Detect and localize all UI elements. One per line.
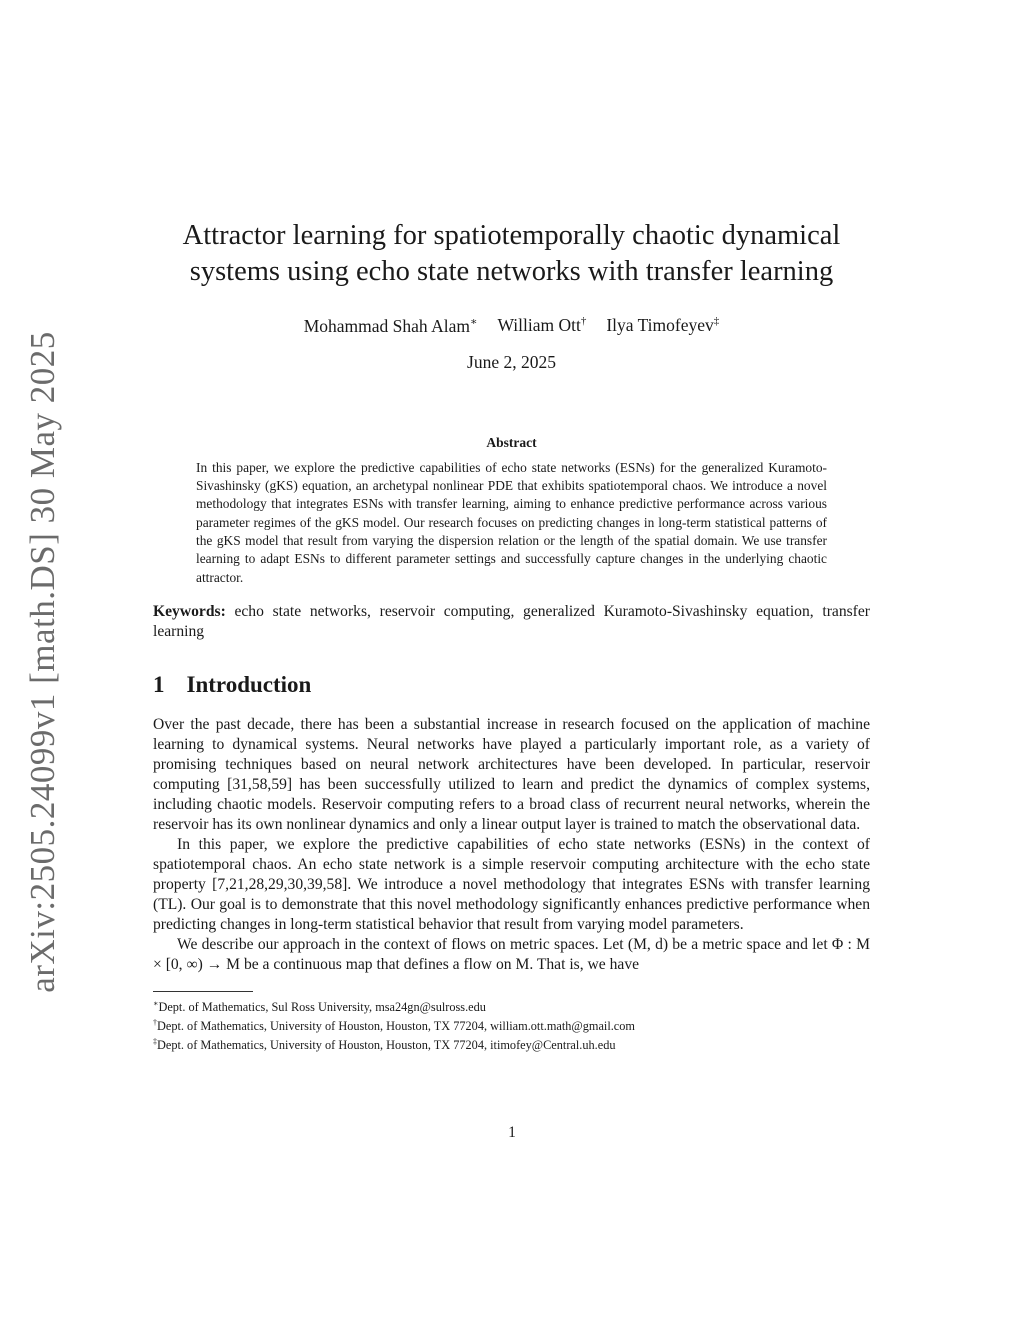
paragraph: In this paper, we explore the predictive capabilities of echo state networks (ESNs) in the context of spatiotemporal chaos. An echo state network is a simple reservoir computing architecture with the echo state property [7,21,28,29,30,39,58]. We introduce a novel methodology that integrates ESNs with transfer learning (TL). Our goal is to demonstrate that this novel methodology significantly enhances predictive performance when predicting changes in long-term statistical behavior that result from varying model parameters.: [153, 835, 870, 933]
paragraph: Over the past decade, there has been a substantial increase in research focused on the application of machine learning to dynamical systems. Neural networks have played a particularly important role, as a variety of promising techniques based on neural network architectures have been developed. In particular, reservoir computing [31,58,59] has been successfully utilized to learn and predict the dynamics of complex systems, including chaotic models. Reservoir computing refers to a broad class of recurrent neural networks, wherein the reservoir has its own nonlinear dynamics and only a linear output layer is trained to match the observational data.: [153, 715, 870, 833]
paper-title: [153, 218, 870, 290]
title-line-2: systems using echo state networks with transfer learning: [189, 256, 834, 287]
section-heading-introduction: [153, 672, 870, 698]
title-line-1: Attractor learning for spatiotemporally chaotic dynamical: [182, 220, 841, 251]
section-title: Introduction: [186, 671, 312, 697]
footnote: †Dept. of Mathematics, University of Houston, Houston, TX 77204, william.ott.math@gmail.com: [153, 1018, 635, 1034]
page-number: 1: [508, 1124, 516, 1141]
arxiv-identifier-stamp: arXiv:2505.24099v1 [math.DS] 30 May 2025: [23, 331, 62, 993]
publication-date: June 2, 2025: [467, 351, 556, 372]
footnote: ∗Dept. of Mathematics, Sul Ross University, msa24gn@sulross.edu: [153, 998, 486, 1014]
keywords: [153, 602, 870, 642]
keywords-text: echo state networks, reservoir computing, generalized Kuramoto-Sivashinsky equation, transfer learning: [153, 602, 870, 640]
introduction-body: [153, 715, 870, 975]
footnote-divider: [153, 991, 253, 992]
section-number: 1: [153, 671, 165, 697]
abstract-heading: Abstract: [486, 434, 537, 450]
paper-page: [153, 218, 870, 1053]
author: William Ott†: [497, 315, 587, 335]
author: Mohammad Shah Alam∗: [303, 315, 478, 336]
author: Ilya Timofeyev‡: [606, 315, 720, 335]
footnotes: [153, 996, 870, 1053]
keywords-label: Keywords:: [153, 602, 226, 620]
author-list: [153, 315, 870, 337]
footnote: ‡Dept. of Mathematics, University of Houston, Houston, TX 77204, itimofey@Central.uh.edu: [153, 1037, 616, 1053]
abstract-text: In this paper, we explore the predictive capabilities of echo state networks (ESNs) for the generalized Kuramoto-Sivashinsky (gKS) equation, an archetypal nonlinear PDE that exhibits spatiotemporal chaos. We introduce a novel methodology that integrates ESNs with transfer learning, aiming to enhance predictive performance across various parameter regimes of the gKS model. Our research focuses on predicting changes in long-term statistical patterns of the gKS model that result from varying the dispersion relation or the length of the spatial domain. We use transfer learning to adapt ESNs to different parameter settings and successfully capture changes in the underlying chaotic attractor.: [196, 459, 827, 585]
paragraph: We describe our approach in the context of flows on metric spaces. Let (M, d) be a metric space and let Φ : M × [0, ∞) → M be a continuous map that defines a flow on M. That is, we have: [153, 935, 870, 973]
